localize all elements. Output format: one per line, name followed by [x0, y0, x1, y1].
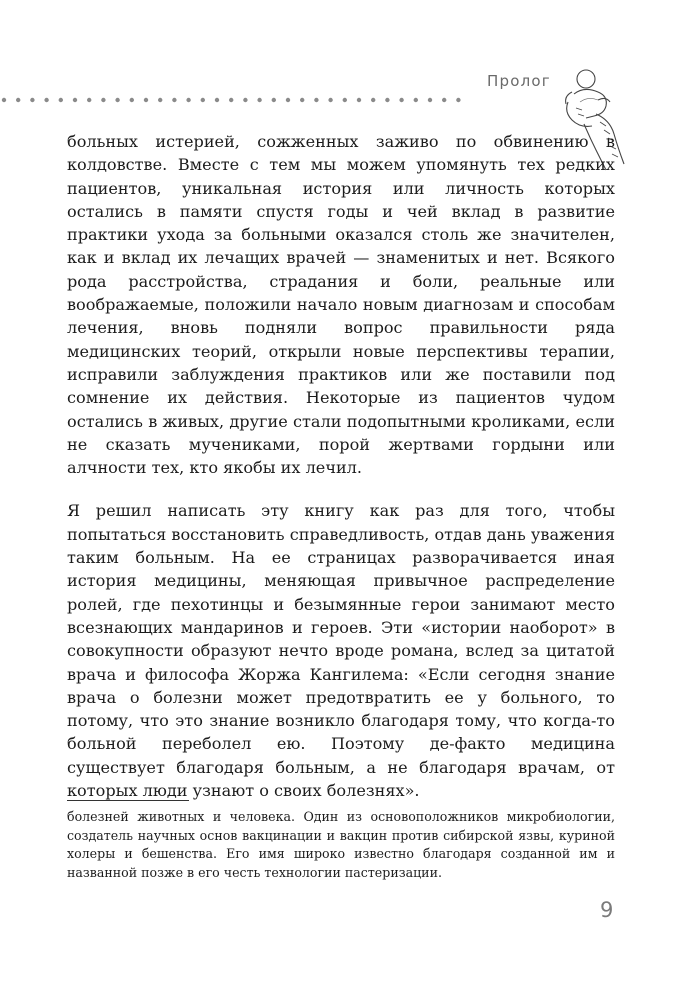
header-dot — [229, 98, 233, 102]
body-paragraph-1: больных истерией, сожженных заживо по обвинению в колдовстве. Вместе с тем мы можем упомянуть тех редких пациентов, уникальная история или личность которых остались в памяти спустя годы и чей вклад в развитие практики ухода за больными оказался столь же значителен, как и вклад их лечащих врачей — знаменитых и нет. Всякого рода расстройства, страдания и боли, реальные или воображаемые, положили начало новым диагнозам и способам лечения, вновь подняли вопрос правильности ряда медицинских теорий, открыли новые перспективы терапии, исправили заблуждения практиков или же поставили под сомнение их действия. Некоторые из пациентов чудом остались в живых, другие стали подопытными кроликами, если не сказать мучениками, порой жертвами гордыни или алчности тех, кто якобы их лечил. — [67, 132, 615, 478]
header-dot — [172, 98, 176, 102]
header-dot — [144, 98, 148, 102]
header-dot — [314, 98, 318, 102]
header-dot — [44, 98, 48, 102]
header-dot — [201, 98, 205, 102]
header-dotted-rule — [0, 96, 470, 104]
header-dot — [115, 98, 119, 102]
header-dot — [428, 98, 432, 102]
page-number: 9 — [600, 898, 614, 922]
header-dot — [456, 98, 460, 102]
running-head-section-title: Пролог — [487, 72, 551, 90]
header-dot — [357, 98, 361, 102]
header-dot — [442, 98, 446, 102]
header-dot — [300, 98, 304, 102]
main-body-text — [67, 130, 615, 802]
footnote-separator — [67, 800, 189, 801]
header-dot — [73, 98, 77, 102]
header-dot — [414, 98, 418, 102]
header-dot — [101, 98, 105, 102]
header-dot — [385, 98, 389, 102]
header-dot — [243, 98, 247, 102]
header-dot — [186, 98, 190, 102]
header-dot — [343, 98, 347, 102]
header-dot — [215, 98, 219, 102]
header-dot — [2, 98, 6, 102]
header-dot — [328, 98, 332, 102]
header-dot — [286, 98, 290, 102]
header-dot — [158, 98, 162, 102]
header-dot — [257, 98, 261, 102]
header-dot — [399, 98, 403, 102]
header-dot — [371, 98, 375, 102]
body-paragraph-2: Я решил написать эту книгу как раз для того, чтобы попытаться восстановить справедливость, отдав дань уважения таким больным. На ее страницах разворачивается иная история медицины, меняющая привычное распределение ролей, где пехотинцы и безымянные герои занимают место всезнающих мандаринов и героев. Эти «истории наоборот» в совокупности образуют нечто вроде романа, вслед за цитатой врача и философа Жоржа Кангилема: «Если сегодня знание врача о болезни может предотвратить ее у больного, то потому, что это знание возникло благодаря тому, что когда-то больной переболел ею. Поэтому де-факто медицина существует благодаря больным, а не благодаря врачам, от которых люди узнают о своих болезнях». — [67, 501, 615, 801]
header-dot — [30, 98, 34, 102]
header-dot — [272, 98, 276, 102]
footnote-text: болезней животных и человека. Один из основоположников микробиологии, создатель научных основ вакцинации и вакцин против сибирской язвы, куриной холеры и бешенства. Его имя широко известно благодаря созданной им и названной позже в его честь технологии пастеризации. — [67, 809, 615, 880]
header-dot — [16, 98, 20, 102]
header-dot — [59, 98, 63, 102]
header-dot — [130, 98, 134, 102]
header-dot — [87, 98, 91, 102]
